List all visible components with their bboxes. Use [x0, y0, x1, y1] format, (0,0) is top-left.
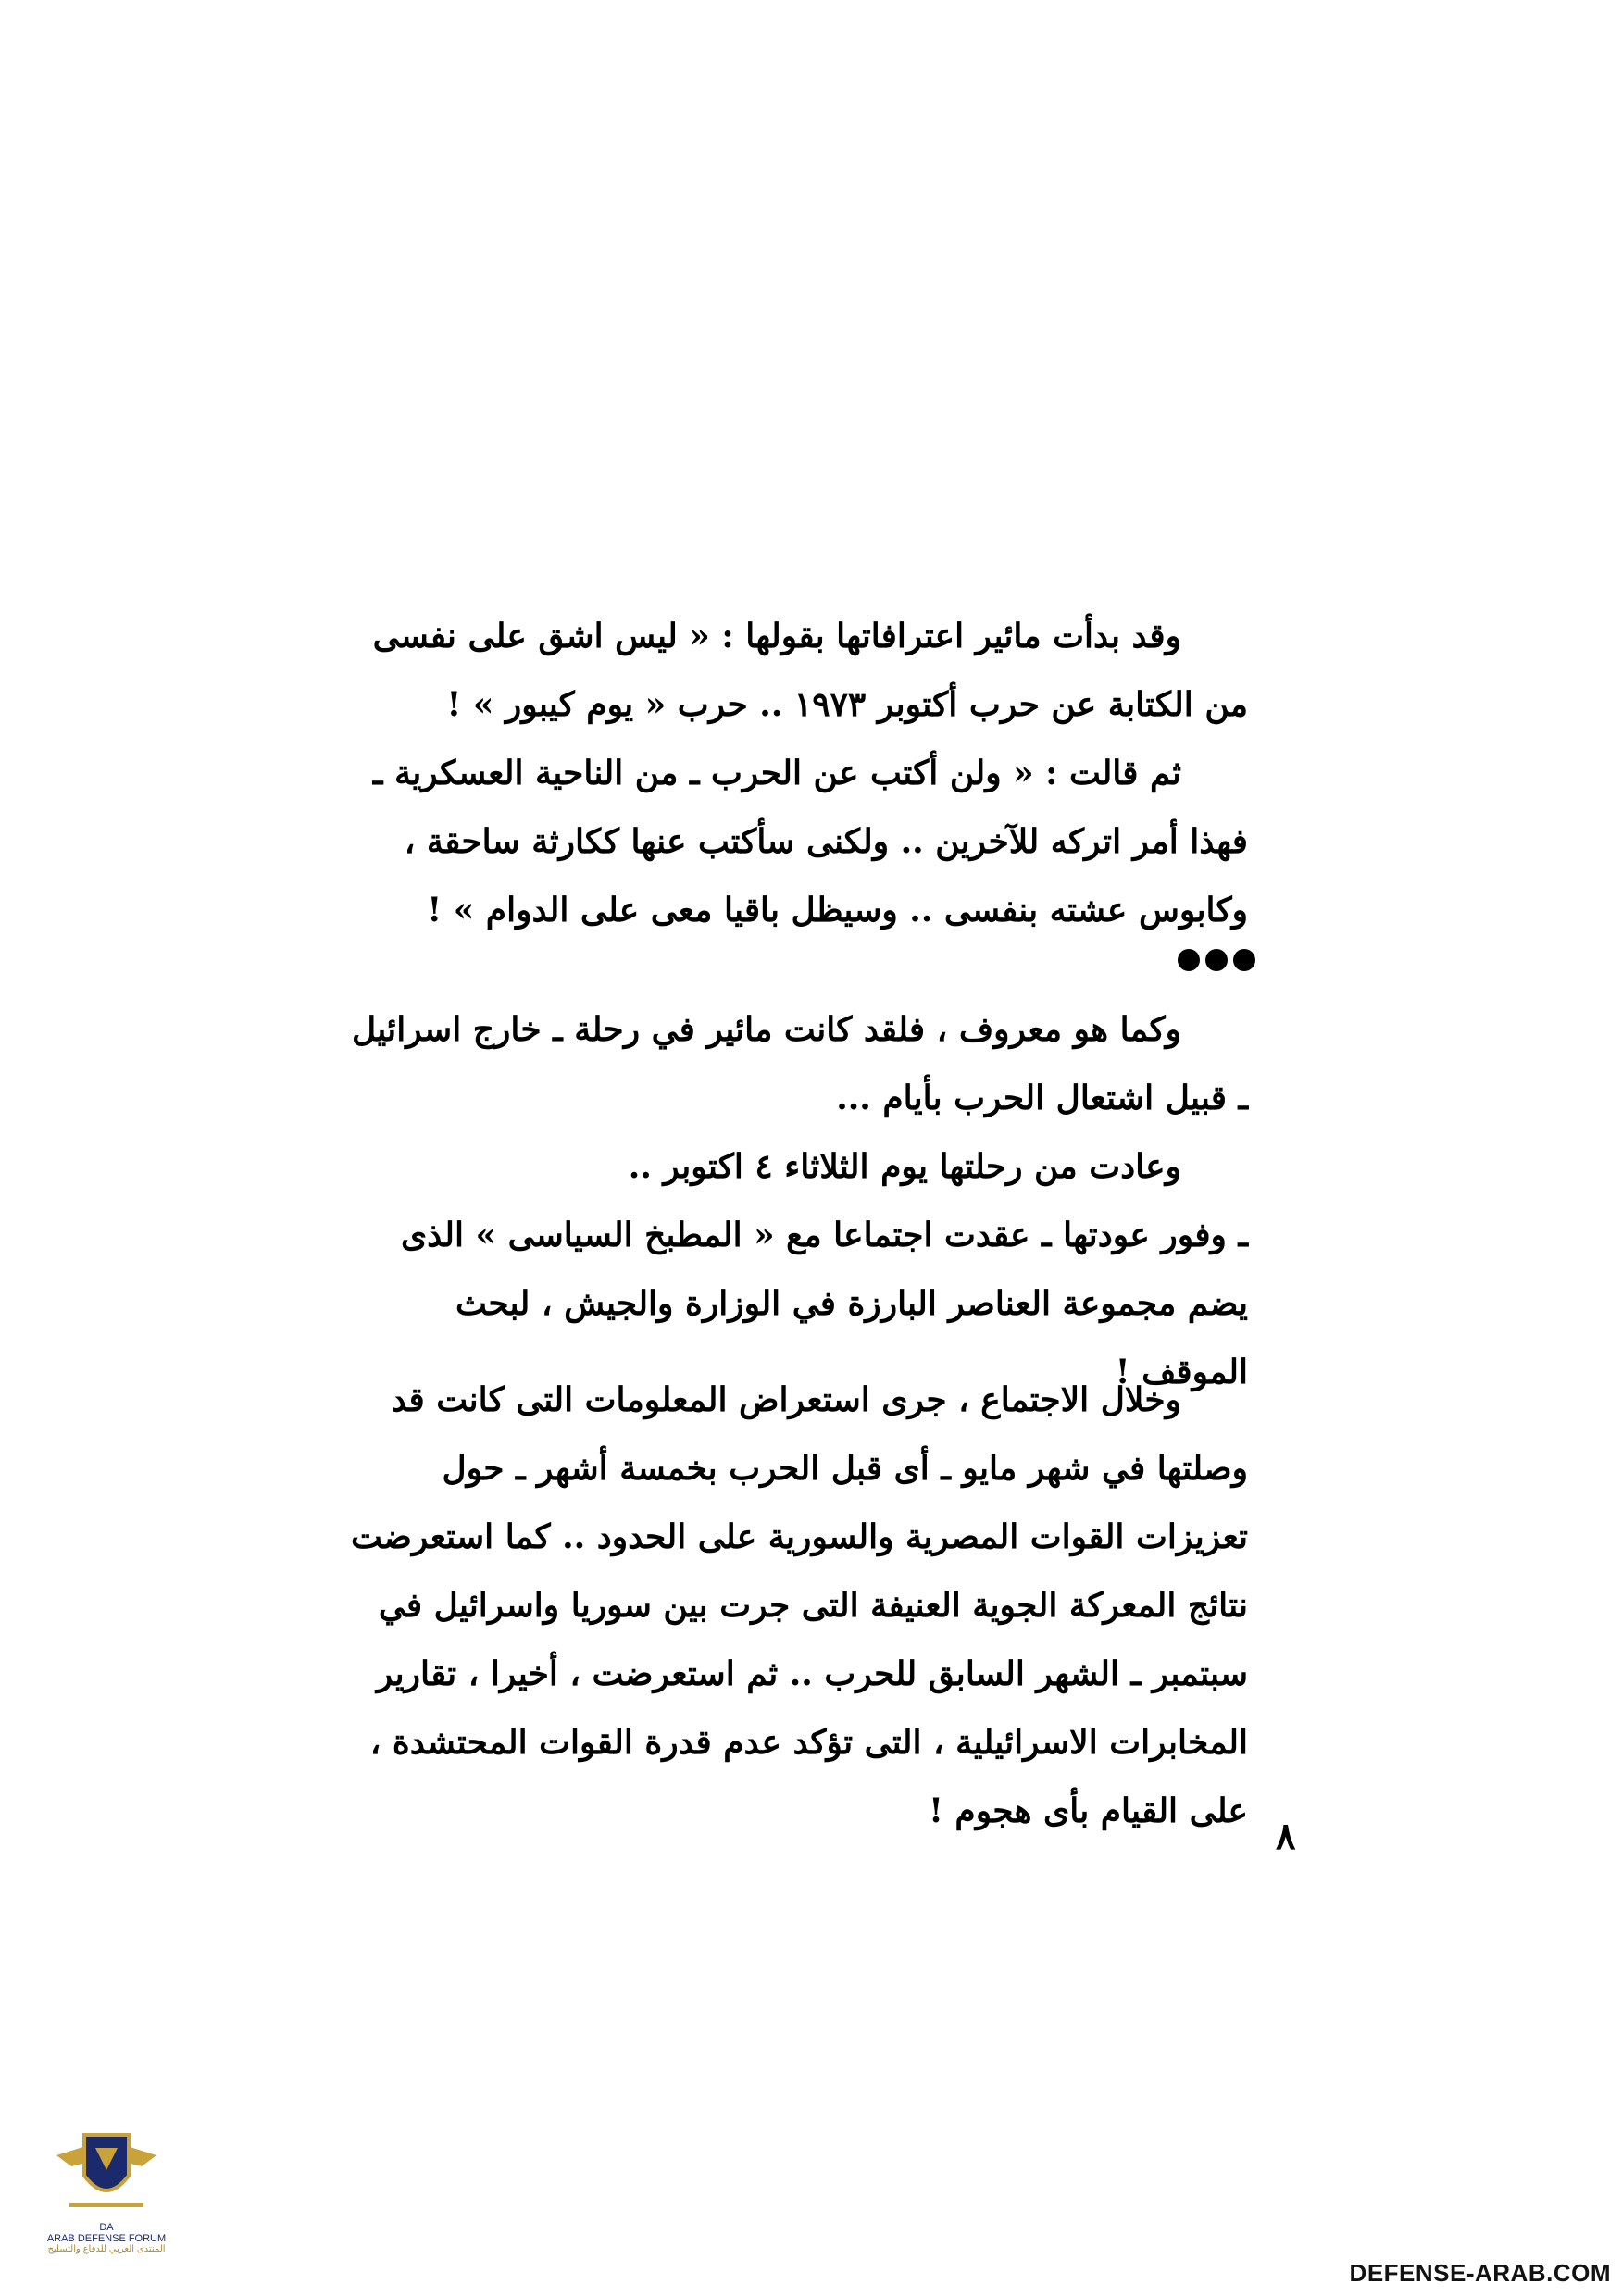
text-line: المخابرات الاسرائيلية ، التى تؤكد عدم قدرة القوات المحتشدة ،	[369, 1723, 1248, 1762]
paragraph-block-trip	[274, 995, 1248, 1406]
text-line: وصلتها في شهر مايو ـ أى قبل الحرب بخمسة أشهر ـ حول	[442, 1449, 1248, 1488]
text-line: ـ وفور عودتها ـ عقدت اجتماعا مع « المطبخ السياسى » الذى	[400, 1216, 1248, 1254]
text-line: على القيام بأى هجوم !	[929, 1791, 1248, 1830]
separator-dot	[1205, 949, 1228, 971]
text-line: نتائج المعركة الجوية العنيفة التى جرت بين سوريا واسرائيل في	[378, 1586, 1248, 1625]
text-line: وعادت من رحلتها يوم الثلاثاء ٤ اكتوبر ..	[628, 1147, 1181, 1186]
logo-name-en: ARAB DEFENSE FORUM	[46, 2233, 167, 2244]
forum-logo	[37, 2120, 176, 2287]
text-line: وقد بدأت مائير اعترافاتها بقولها : « ليس اشق على نفسى	[372, 617, 1181, 655]
site-url: DEFENSE-ARAB.COM	[1349, 2259, 1611, 2287]
text-line: من الكتابة عن حرب أكتوبر ١٩٧٣ .. حرب « يوم كيبور » !	[446, 685, 1248, 724]
text-line: وكما هو معروف ، فلقد كانت مائير في رحلة ـ خارج اسرائيل	[352, 1010, 1181, 1049]
separator-dot	[1233, 949, 1255, 971]
text-line: الموقف !	[1115, 1353, 1248, 1391]
separator-dot	[1178, 949, 1200, 971]
section-separator	[1178, 949, 1255, 971]
text-line: تعزيزات القوات المصرية والسورية على الحدود .. كما استعرضت	[350, 1517, 1248, 1556]
eagle-shield-icon	[51, 2120, 162, 2222]
text-line: سبتمبر ـ الشهر السابق للحرب .. ثم استعرضت ، أخيرا ، تقارير	[376, 1654, 1248, 1693]
text-line: ثم قالت : « ولن أكتب عن الحرب ـ من الناحية العسكرية ـ	[372, 754, 1181, 792]
text-line: يضم مجموعة العناصر البارزة في الوزارة والجيش ، لبحث	[455, 1284, 1248, 1323]
paragraph-block-confession	[274, 602, 1248, 944]
logo-name-ar: المنتدى العربي للدفاع والتسليح	[47, 2244, 166, 2254]
text-line: فهذا أمر اتركه للآخرين .. ولكنى سأكتب عنها ككارثة ساحقة ،	[404, 822, 1248, 861]
text-line: ـ قبيل اشتعال الحرب بأيام ...	[836, 1079, 1248, 1117]
logo-initials: DA	[99, 2222, 114, 2233]
paragraph-block-meeting	[274, 1366, 1248, 1845]
text-line: وخلال الاجتماع ، جرى استعراض المعلومات التى كانت قد	[391, 1380, 1181, 1419]
page-number: ٨	[1276, 1815, 1296, 1858]
text-line: وكابوس عشته بنفسى .. وسيظل باقيا معى على الدوام » !	[427, 891, 1248, 930]
